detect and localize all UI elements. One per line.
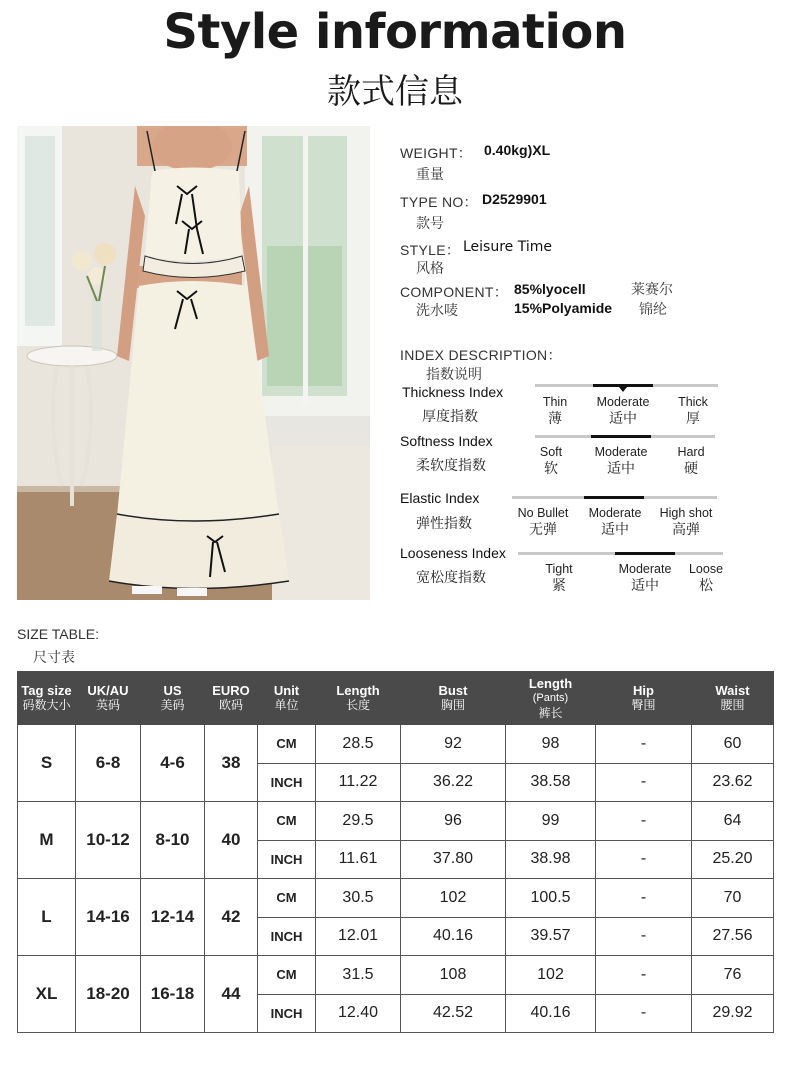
size-table-label-cn: 尺寸表 (33, 650, 75, 666)
bust-cell: 108 (401, 956, 506, 995)
style-value: Leisure Time (463, 239, 552, 255)
size-table-header (18, 672, 774, 725)
unit-cell: CM (258, 802, 316, 841)
length-cell: 11.22 (316, 763, 401, 802)
unit-cell: INCH (258, 840, 316, 879)
thickness-option-3: Thick 厚 (678, 395, 708, 427)
index-heading: INDEX DESCRIPTION： (400, 347, 562, 363)
softness-option-2: Moderate 适中 (594, 445, 648, 477)
type-cn: 款号 (416, 216, 444, 232)
waist-cell: 76 (692, 956, 774, 995)
hip-cell: - (596, 994, 692, 1033)
tag-size-cell: M (18, 802, 76, 879)
component-1: 85%lyocell (514, 281, 586, 297)
header-euro: EURO 欧码 (205, 672, 258, 725)
elastic-index-cn: 弹性指数 (416, 516, 472, 532)
tag-size-cell: L (18, 879, 76, 956)
bust-cell: 96 (401, 802, 506, 841)
table-row (18, 956, 774, 995)
pants-length-cell: 40.16 (506, 994, 596, 1033)
thickness-index-name: Thickness Index (402, 384, 504, 400)
component-2-cn: 锦纶 (639, 302, 667, 318)
euro-size-cell: 38 (205, 725, 258, 802)
header-us: US 美码 (141, 672, 205, 725)
size-table (17, 671, 774, 1033)
thickness-option-2: Moderate 适中 (596, 395, 650, 427)
uk-size-cell: 18-20 (76, 956, 141, 1033)
size-table-label: SIZE TABLE: (17, 626, 99, 642)
index-heading-cn: 指数说明 (426, 367, 482, 383)
uk-size-cell: 10-12 (76, 802, 141, 879)
elastic-option-2: Moderate 适中 (588, 506, 642, 538)
unit-cell: INCH (258, 994, 316, 1033)
hip-cell: - (596, 763, 692, 802)
us-size-cell: 12-14 (141, 879, 205, 956)
length-cell: 11.61 (316, 840, 401, 879)
softness-index-name: Softness Index (400, 433, 493, 449)
pants-length-cell: 102 (506, 956, 596, 995)
us-size-cell: 8-10 (141, 802, 205, 879)
table-row (18, 802, 774, 841)
unit-cell: CM (258, 956, 316, 995)
softness-scale-active (591, 435, 651, 438)
pants-length-cell: 99 (506, 802, 596, 841)
page-title: Style information (163, 4, 627, 60)
table-row (18, 879, 774, 918)
waist-cell: 60 (692, 725, 774, 764)
component-label: COMPONENT： (400, 284, 508, 300)
euro-size-cell: 40 (205, 802, 258, 879)
elastic-index-name: Elastic Index (400, 490, 480, 506)
length-cell: 30.5 (316, 879, 401, 918)
looseness-index-name: Looseness Index (400, 545, 506, 561)
uk-size-cell: 6-8 (76, 725, 141, 802)
euro-size-cell: 42 (205, 879, 258, 956)
unit-cell: CM (258, 725, 316, 764)
header-uk-au: UK/AU 英码 (76, 672, 141, 725)
header-unit: Unit 单位 (258, 672, 316, 725)
us-size-cell: 16-18 (141, 956, 205, 1033)
hip-cell: - (596, 840, 692, 879)
hip-cell: - (596, 956, 692, 995)
bust-cell: 102 (401, 879, 506, 918)
pants-length-cell: 39.57 (506, 917, 596, 956)
uk-size-cell: 14-16 (76, 879, 141, 956)
softness-option-1: Soft 软 (539, 445, 563, 477)
pants-length-cell: 100.5 (506, 879, 596, 918)
thickness-marker (619, 387, 627, 392)
length-cell: 31.5 (316, 956, 401, 995)
unit-cell: CM (258, 879, 316, 918)
elastic-option-3: High shot 高弹 (659, 506, 713, 538)
bust-cell: 36.22 (401, 763, 506, 802)
tag-size-cell: S (18, 725, 76, 802)
waist-cell: 27.56 (692, 917, 774, 956)
component-cn: 洗水唛 (416, 303, 458, 319)
weight-cn: 重量 (416, 167, 444, 183)
header-hip: Hip 臀围 (596, 672, 692, 725)
looseness-option-3: Loose 松 (688, 562, 724, 594)
bust-cell: 92 (401, 725, 506, 764)
bust-cell: 37.80 (401, 840, 506, 879)
looseness-index-cn: 宽松度指数 (416, 570, 486, 586)
table-row (18, 725, 774, 764)
looseness-option-1: Tight 紧 (545, 562, 573, 594)
bust-cell: 42.52 (401, 994, 506, 1033)
length-cell: 12.40 (316, 994, 401, 1033)
length-cell: 28.5 (316, 725, 401, 764)
euro-size-cell: 44 (205, 956, 258, 1033)
pants-length-cell: 38.58 (506, 763, 596, 802)
hip-cell: - (596, 917, 692, 956)
weight-value: 0.40kg)XL (484, 142, 551, 158)
waist-cell: 29.92 (692, 994, 774, 1033)
product-photo (17, 126, 370, 600)
hip-cell: - (596, 725, 692, 764)
style-label: STYLE： (400, 242, 461, 258)
elastic-option-1: No Bullet 无弹 (517, 506, 569, 538)
looseness-scale-active (615, 552, 675, 555)
header-length: Length 长度 (316, 672, 401, 725)
us-size-cell: 4-6 (141, 725, 205, 802)
pants-length-cell: 98 (506, 725, 596, 764)
waist-cell: 64 (692, 802, 774, 841)
page-subtitle: 款式信息 (327, 72, 463, 112)
softness-index-cn: 柔软度指数 (416, 458, 486, 474)
hip-cell: - (596, 802, 692, 841)
length-cell: 29.5 (316, 802, 401, 841)
header-waist: Waist 腰围 (692, 672, 774, 725)
weight-label: WEIGHT： (400, 145, 473, 161)
style-cn: 风格 (416, 261, 444, 277)
header-bust: Bust 胸围 (401, 672, 506, 725)
type-label: TYPE NO： (400, 194, 478, 210)
waist-cell: 70 (692, 879, 774, 918)
component-1-cn: 莱赛尔 (631, 282, 673, 298)
hip-cell: - (596, 879, 692, 918)
waist-cell: 25.20 (692, 840, 774, 879)
header-pants-length: Length (Pants) 裤长 (506, 672, 596, 725)
tag-size-cell: XL (18, 956, 76, 1033)
length-cell: 12.01 (316, 917, 401, 956)
pants-length-cell: 38.98 (506, 840, 596, 879)
component-2: 15%Polyamide (514, 300, 613, 316)
header-tag-size: Tag size 码数大小 (18, 672, 76, 725)
softness-option-3: Hard 硬 (677, 445, 705, 477)
thickness-index-cn: 厚度指数 (422, 409, 478, 425)
waist-cell: 23.62 (692, 763, 774, 802)
unit-cell: INCH (258, 917, 316, 956)
type-value: D2529901 (482, 191, 547, 207)
unit-cell: INCH (258, 763, 316, 802)
elastic-scale-active (584, 496, 644, 499)
looseness-option-2: Moderate 适中 (618, 562, 672, 594)
thickness-option-1: Thin 薄 (542, 395, 568, 427)
bust-cell: 40.16 (401, 917, 506, 956)
